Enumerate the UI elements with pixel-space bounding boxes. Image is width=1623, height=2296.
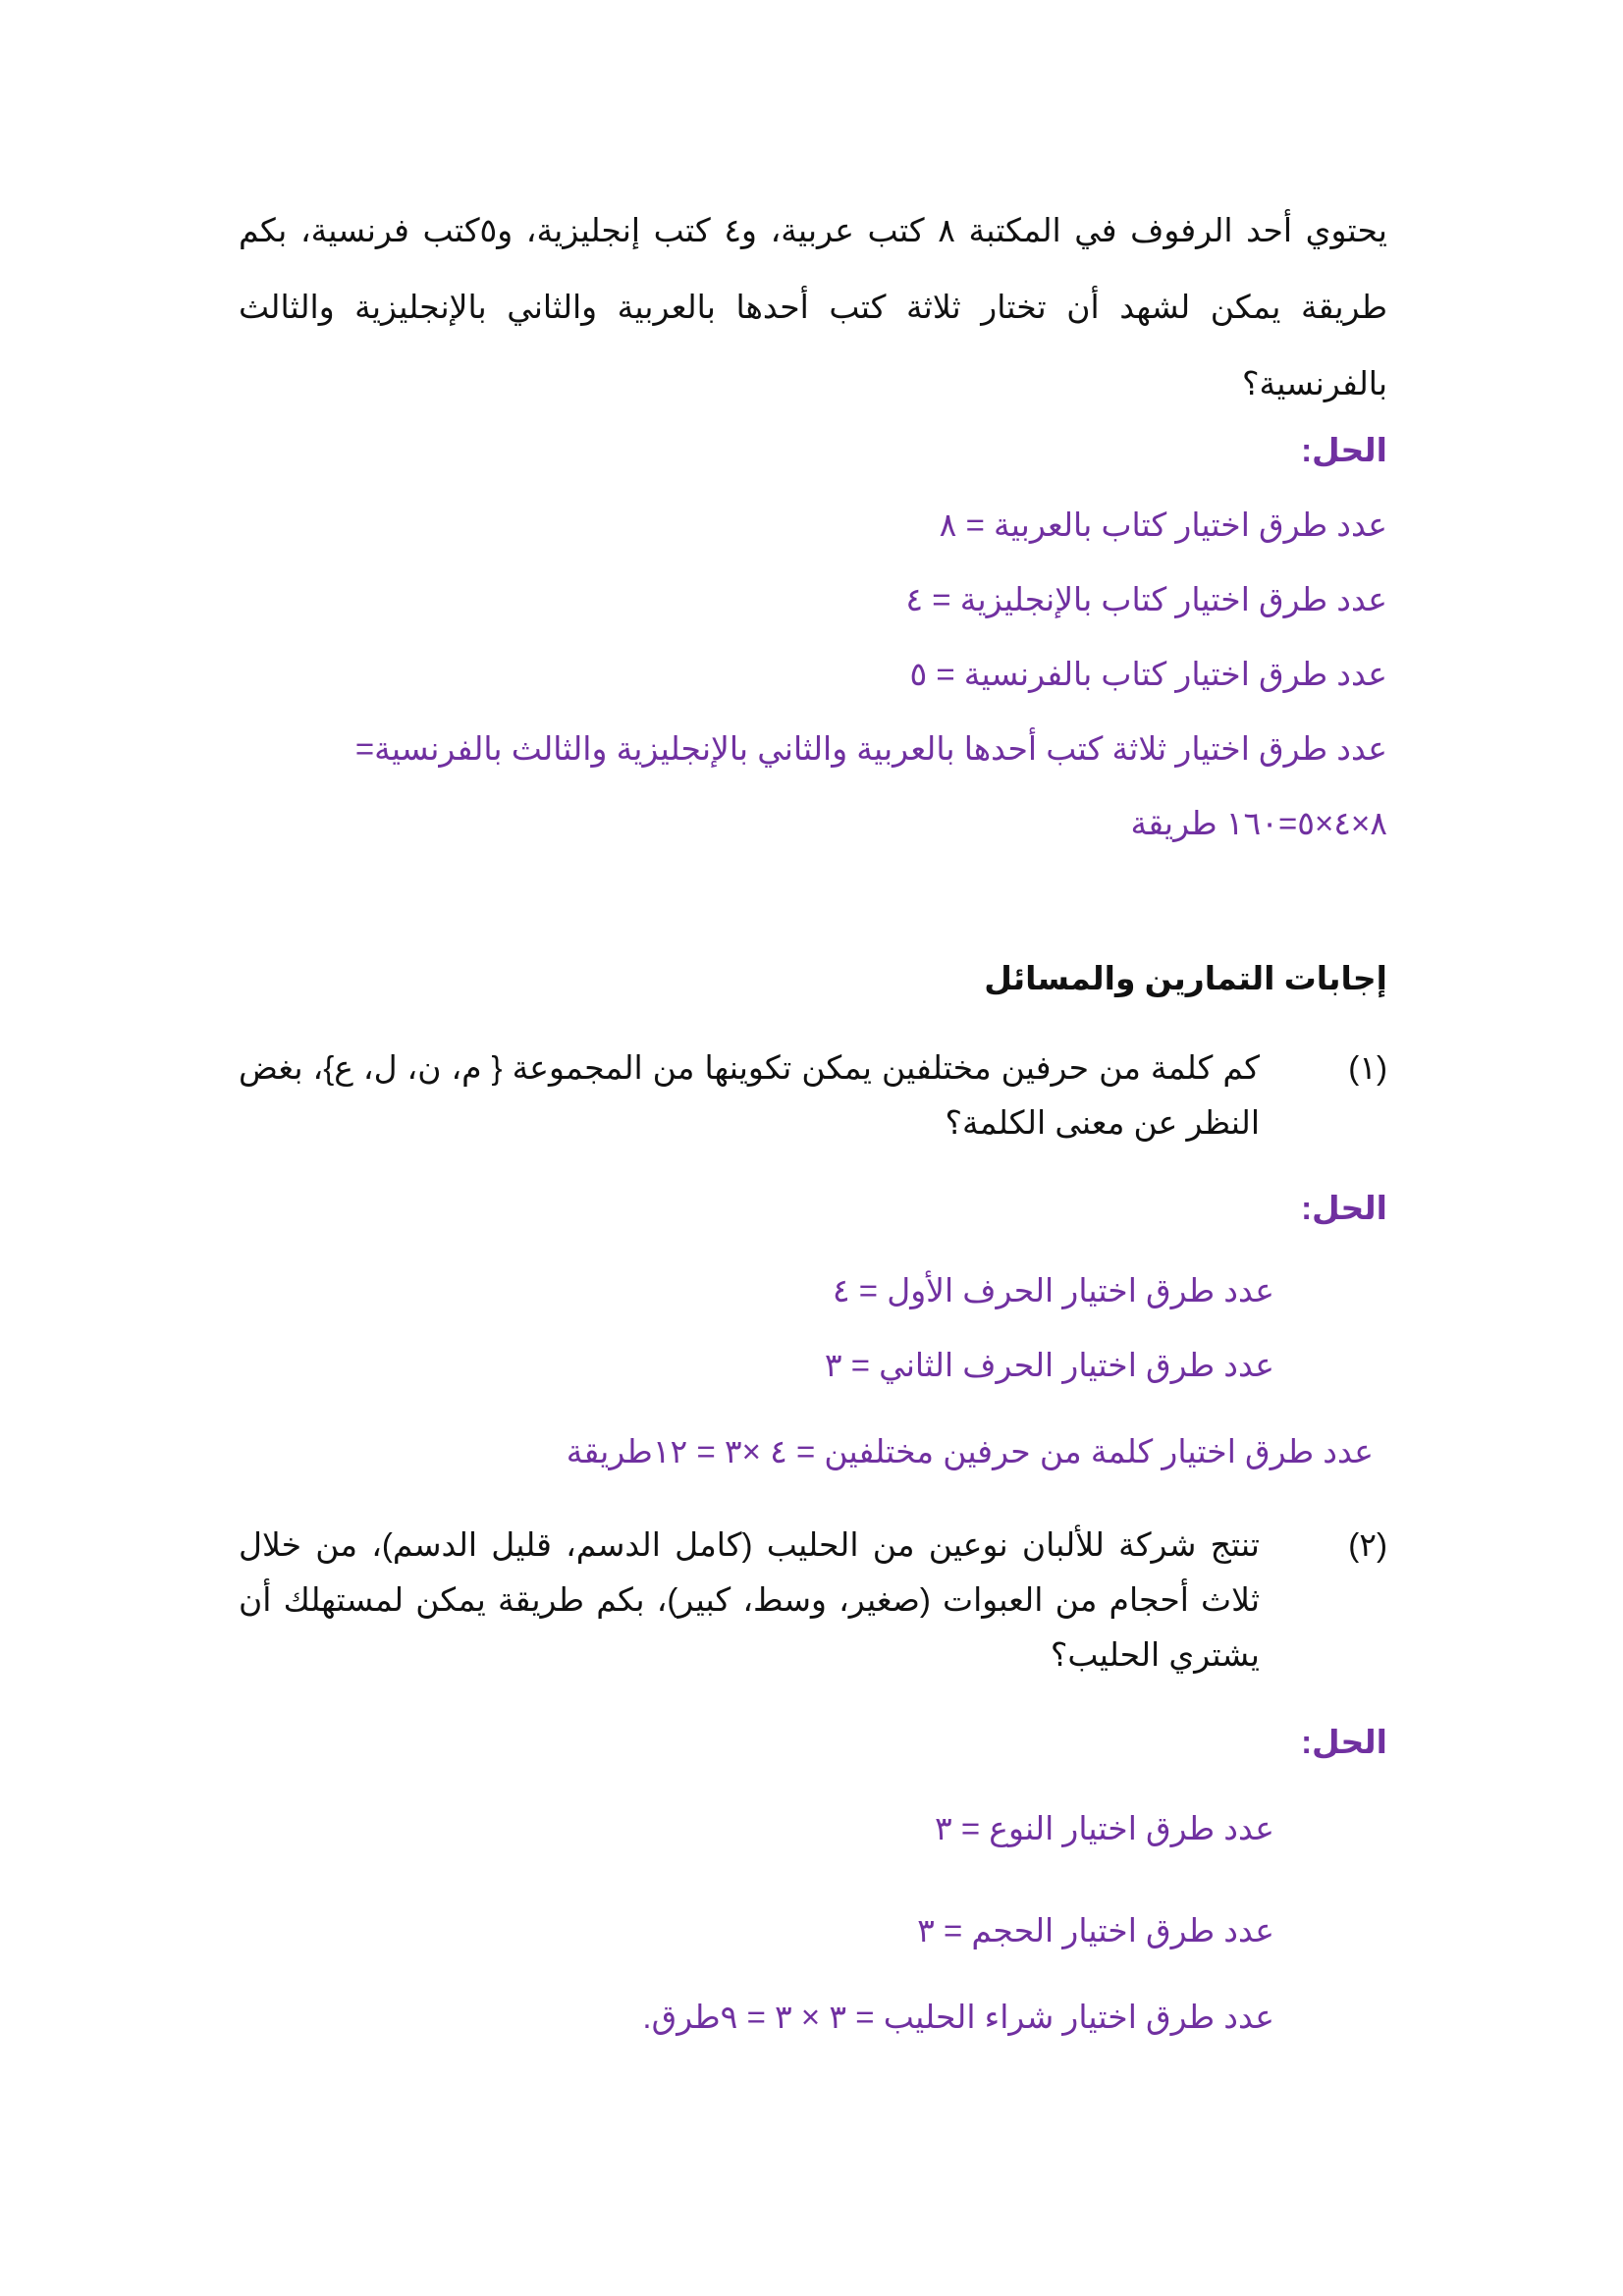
q1-solution-result: عدد طرق اختيار كلمة من حرفين مختلفين = ٤ ×٣ = ١٢طريقة <box>566 1433 1374 1469</box>
q1-solution-label: الحل: <box>1301 1190 1387 1226</box>
question-text: تنتج شركة للألبان نوعين من الحليب (كامل الدسم، قليل الدسم)، من خلال ثلاث أحجام من العبوات (صغير، وسط، كبير)، بكم طريقة يمكن لمستهلك أن يشتري الحليب؟ <box>239 1526 1260 1673</box>
question-1 <box>239 1041 1387 1150</box>
intro-solution-line: عدد طرق اختيار كتاب بالعربية = ٨ <box>939 507 1387 543</box>
q2-solution-label: الحل: <box>1301 1724 1387 1760</box>
q2-solution-line: عدد طرق اختيار النوع = ٣ <box>934 1810 1274 1846</box>
intro-solution-line: عدد طرق اختيار ثلاثة كتب أحدها بالعربية والثاني بالإنجليزية والثالث بالفرنسية= <box>354 730 1387 767</box>
intro-solution-line: عدد طرق اختيار كتاب بالفرنسية = ٥ <box>909 656 1387 692</box>
question-2 <box>239 1518 1387 1682</box>
intro-solution-line: عدد طرق اختيار كتاب بالإنجليزية = ٤ <box>905 581 1387 617</box>
q1-solution-line: عدد طرق اختيار الحرف الثاني = ٣ <box>824 1347 1274 1383</box>
intro-problem-text: يحتوي أحد الرفوف في المكتبة ٨ كتب عربية، و٤ كتب إنجليزية، و٥كتب فرنسية، بكم طريقة يمكن لشهد أن تختار ثلاثة كتب أحدها بالعربية والثاني بالإنجليزية والثالث بالفرنسية؟ <box>239 212 1387 401</box>
section-heading: إجابات التمارين والمسائل <box>984 960 1387 996</box>
question-number: (٢) <box>1348 1526 1387 1563</box>
question-number: (١) <box>1348 1049 1387 1086</box>
q1-solution-line: عدد طرق اختيار الحرف الأول = ٤ <box>832 1272 1274 1308</box>
intro-solution-label: الحل: <box>1301 432 1387 468</box>
intro-solution-result: ٨×٤×٥=١٦٠ طريقة <box>1130 805 1387 841</box>
q2-solution-line: عدد طرق اختيار الحجم = ٣ <box>917 1912 1274 1949</box>
question-text: كم كلمة من حرفين مختلفين يمكن تكوينها من المجموعة { م، ن، ل، ع}، بغض النظر عن معنى الكلمة؟ <box>239 1049 1260 1141</box>
q2-solution-result: عدد طرق اختيار شراء الحليب = ٣ × ٣ = ٩طرق. <box>642 1999 1274 2035</box>
